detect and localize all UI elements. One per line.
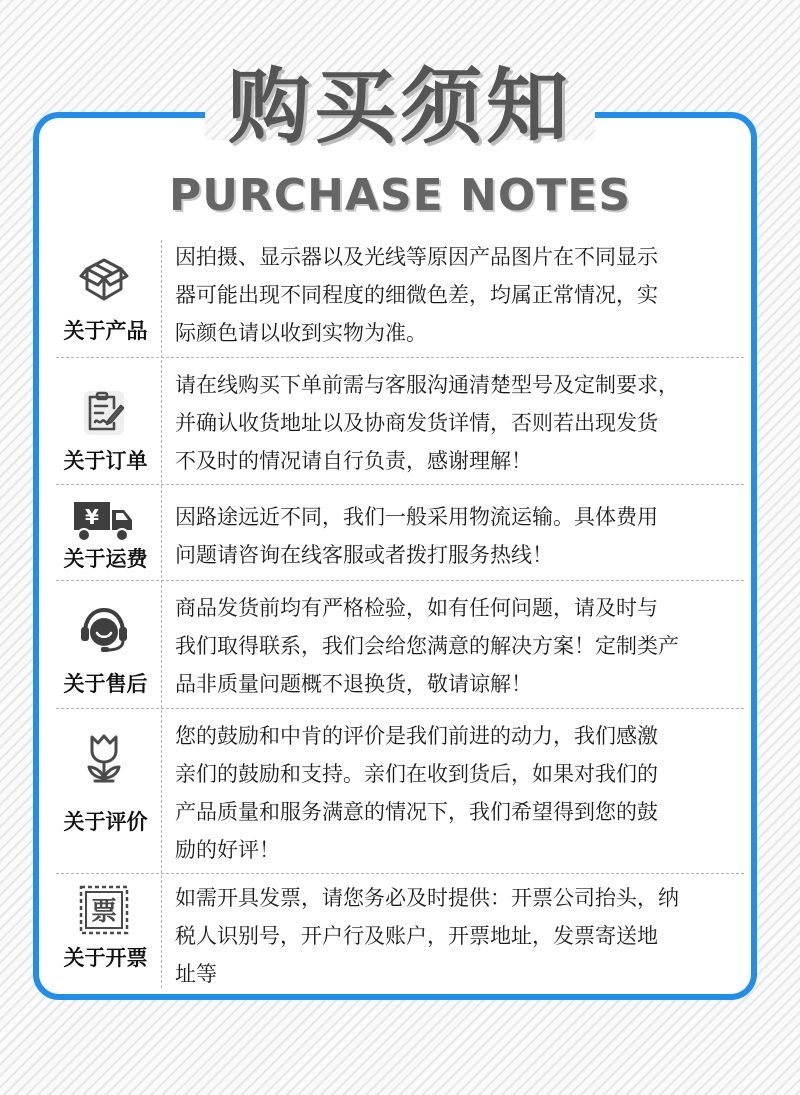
delivery-truck-icon [72, 498, 134, 544]
section-label: 关于产品 [63, 319, 148, 343]
section-order [50, 366, 746, 484]
section-text: 因路途远近不同，我们一般采用物流运输。具体费用 问题请咨询在线客服或者拨打服务热线！ [175, 505, 658, 567]
page-title: 购买须知 [227, 60, 572, 155]
headset-support-icon [77, 603, 131, 657]
invoice-stamp-icon [77, 883, 131, 937]
section-divider [56, 357, 744, 358]
section-text: 因拍摄、显示器以及光线等原因产品图片在不同显示 器可能出现不同程度的细微色差，均属正常情况，实 际颜色请以收到实物为准。 [175, 245, 658, 345]
section-product [50, 238, 746, 358]
section-after-sales [50, 589, 746, 707]
section-invoice [50, 879, 746, 991]
section-shipping [50, 494, 746, 580]
section-divider [56, 873, 744, 874]
section-label: 关于开票 [63, 946, 148, 970]
box-icon [77, 254, 131, 308]
section-divider [56, 708, 744, 709]
section-text: 您的鼓励和中肯的评价是我们前进的动力，我们感激 亲们的鼓励和支持。亲们在收到货后，如果对我们的 产品质量和服务满意的情况下，我们希望得到您的鼓 励的好评！ [175, 724, 658, 862]
section-label: 关于售后 [63, 672, 148, 696]
clipboard-edit-icon [77, 386, 131, 440]
section-text: 如需开具发票，请您务必及时提供：开票公司抬头，纳 税人识别号，开户行及账户，开票地址，发票寄送地 址等 [175, 886, 679, 986]
section-text: 商品发货前均有严格检验，如有任何问题，请及时与 我们取得联系，我们会给您满意的解决方案！定制类产 品非质量问题概不退换货，敬请谅解！ [175, 596, 679, 696]
section-divider [56, 484, 744, 485]
section-divider [56, 580, 744, 581]
tulip-flower-icon [77, 731, 131, 785]
svg-text:¥: ¥ [85, 505, 99, 529]
section-label: 关于评价 [63, 810, 148, 834]
section-label: 关于订单 [63, 449, 148, 473]
section-review [50, 717, 746, 873]
page-subtitle: PURCHASE NOTES [168, 170, 632, 221]
section-label: 关于运费 [63, 547, 148, 571]
invoice-stamp-glyph: 票 [90, 897, 118, 927]
section-text: 请在线购买下单前需与客服沟通清楚型号及定制要求， 并确认收货地址以及协商发货详情，否则若出现发货 不及时的情况请自行负责，感谢理解！ [175, 373, 679, 473]
